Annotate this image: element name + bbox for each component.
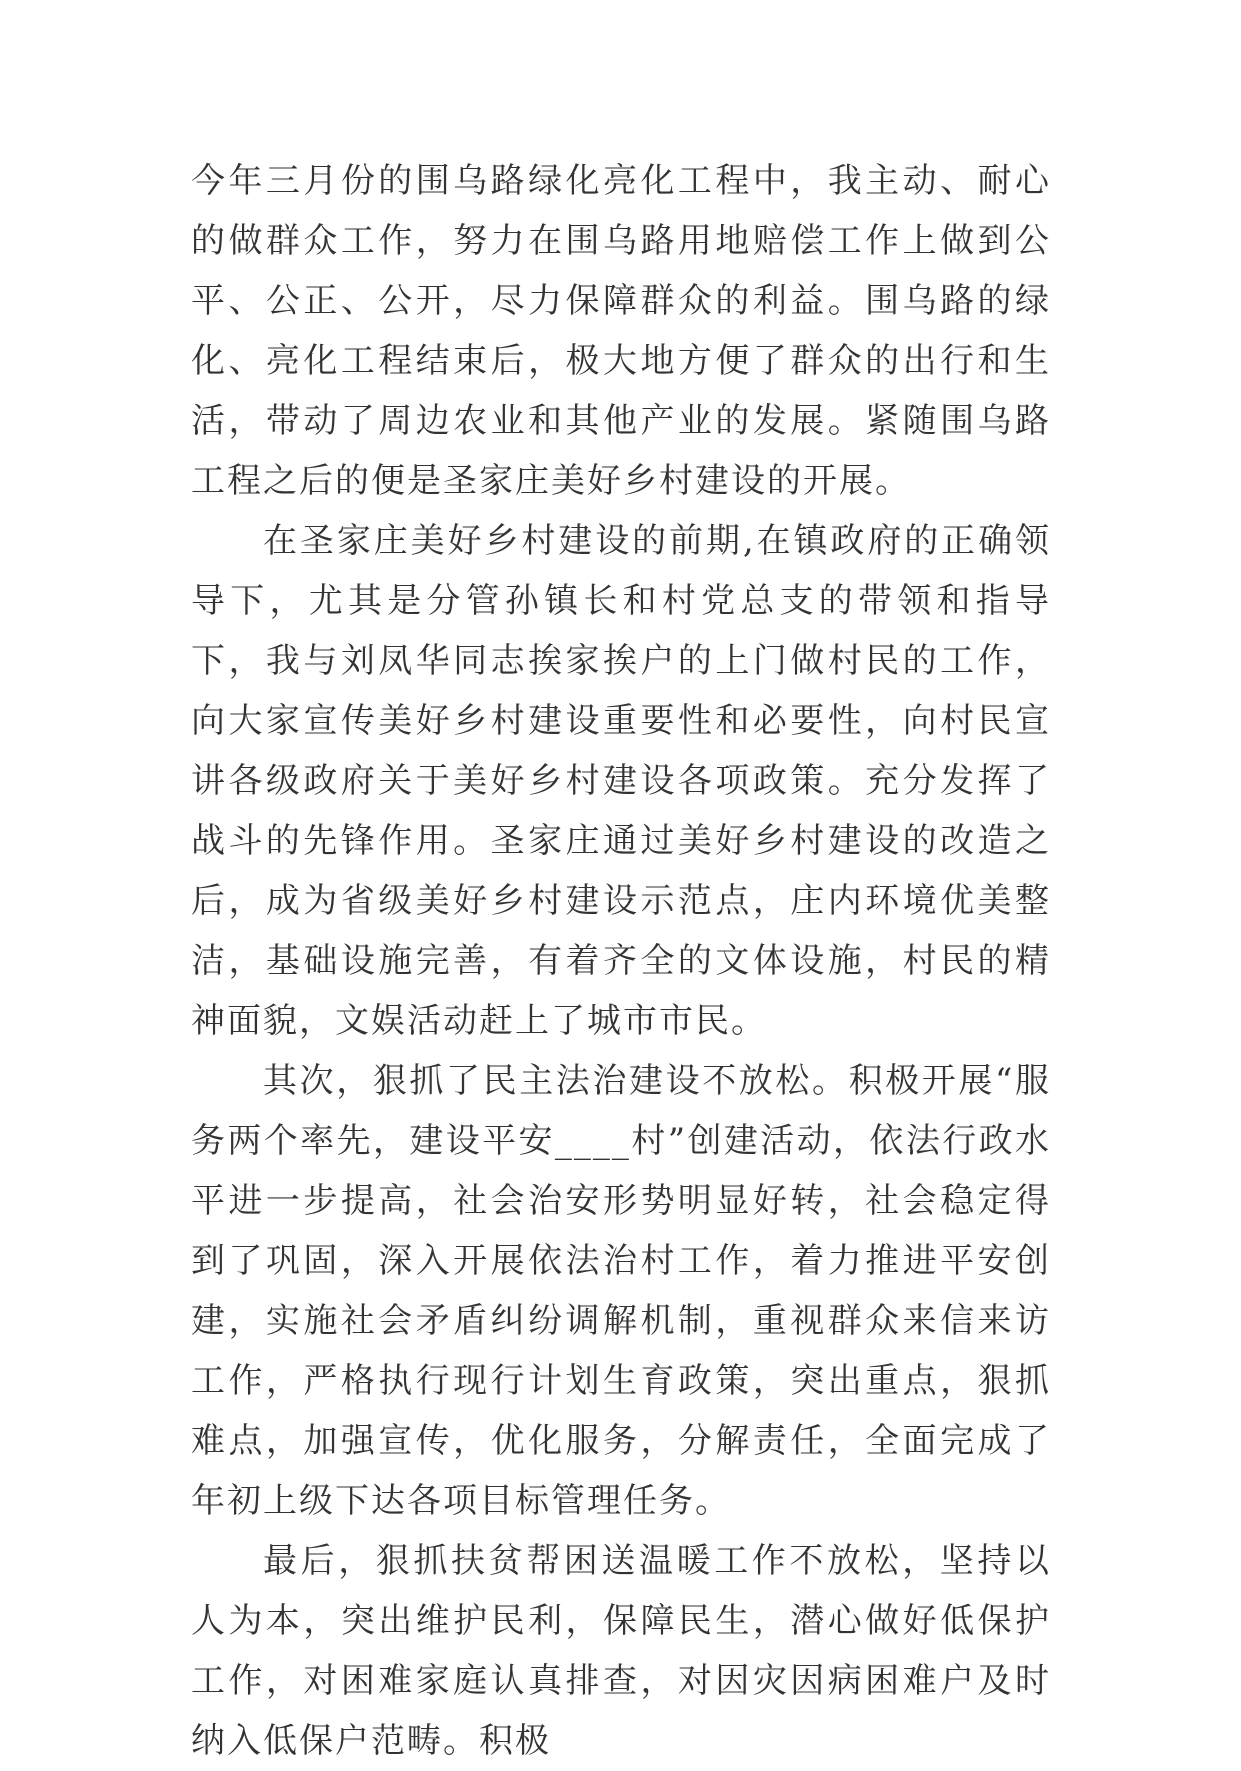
paragraph-greening-project: 今年三月份的围乌路绿化亮化工程中，我主动、耐心的做群众工作，努力在围乌路用地赔偿工作上做到公平、公正、公开，尽力保障群众的利益。围乌路的绿化、亮化工程结束后，极大地方便了群众的出行和生活，带动了周边农业和其他产业的发展。紧随围乌路工程之后的便是圣家庄美好乡村建设的开展。 [191,161,1051,501]
paragraph-poverty-relief: 最后，狠抓扶贫帮困送温暖工作不放松，坚持以人为本，突出维护民利，保障民生，潜心做好低保护工作，对困难家庭认真排查，对因灾因病困难户及时纳入低保户范畴。积极 [191,1541,1051,1761]
paragraph-rule-of-law: 其次，狠抓了民主法治建设不放松。积极开展“服务两个率先，建设平安____村”创建活动，依法行政水平进一步提高，社会治安形势明显好转，社会稳定得到了巩固，深入开展依法治村工作，着力推进平安创建，实施社会矛盾纠纷调解机制，重视群众来信来访工作，严格执行现行计划生育政策，突出重点，狠抓难点，加强宣传，优化服务，分解责任，全面完成了年初上级下达各项目标管理任务。 [191,1061,1051,1521]
paragraph-rural-construction: 在圣家庄美好乡村建设的前期,在镇政府的正确领导下，尤其是分管孙镇长和村党总支的带领和指导下，我与刘凤华同志挨家挨户的上门做村民的工作，向大家宣传美好乡村建设重要性和必要性，向村民宣讲各级政府关于美好乡村建设各项政策。充分发挥了战斗的先锋作用。圣家庄通过美好乡村建设的改造之后，成为省级美好乡村建设示范点，庄内环境优美整洁，基础设施完善，有着齐全的文体设施，村民的精神面貌，文娱活动赶上了城市市民。 [191,521,1051,1041]
document-body [191,151,1051,1771]
